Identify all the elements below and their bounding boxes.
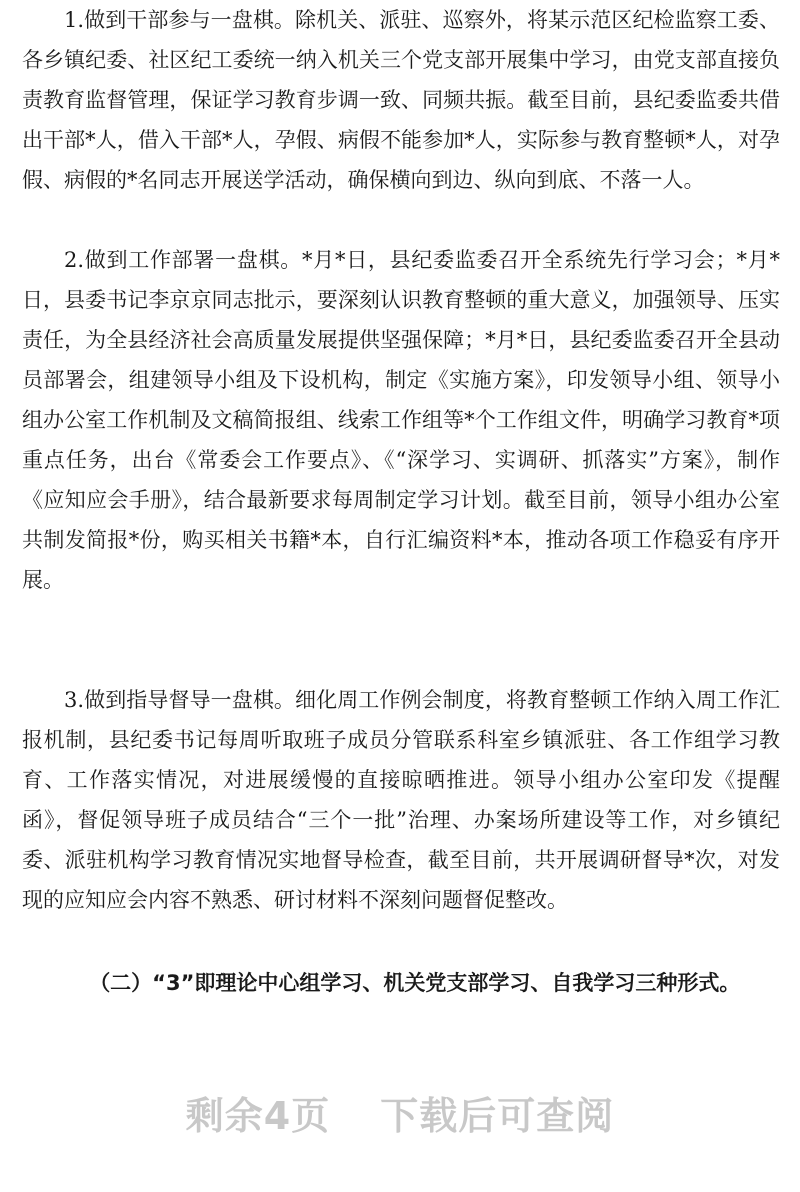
section-subheading: （二）“3”即理论中心组学习、机关党支部学习、自我学习三种形式。 (89, 971, 741, 995)
paragraph-2: 2.做到工作部署一盘棋。*月*日，县纪委监委召开全系统先行学习会；*月*日，县委书记李京京同志批示，要深刻认识教育整顿的重大意义，加强领导、压实责任，为全县经济社会高质量发展提供坚强保障；*月*日，县纪委监委召开全县动员部署会，组建领导小组及下设机构，制定《实施方案》，印发领导小组、领导小组办公室工作机制及文稿简报组、线索工作组等*个工作组文件，明确学习教育*项重点任务，出台《常委会工作要点》、《“深学习、实调研、抓落实”方案》，制作《应知应会手册》，结合最新要求每周制定学习计划。截至目前，领导小组办公室共制发简报*份，购买相关书籍*本，自行汇编资料*本，推动各项工作稳妥有序开展。 (22, 248, 780, 592)
paragraph-3: 3.做到指导督导一盘棋。细化周工作例会制度，将教育整顿工作纳入周工作汇报机制，县纪委书记每周听取班子成员分管联系科室乡镇派驻、各工作组学习教育、工作落实情况，对进展缓慢的直接晾晒推进。领导小组办公室印发《提醒函》，督促领导班子成员结合“三个一批”治理、办案场所建设等工作，对乡镇纪委、派驻机构学习教育情况实地督导检查，截至目前，共开展调研督导*次，对发现的应知应会内容不熟悉、研讨材料不深刻问题督促整改。 (22, 688, 780, 912)
paragraph-1: 1.做到干部参与一盘棋。除机关、派驻、巡察外，将某示范区纪检监察工委、各乡镇纪委、社区纪工委统一纳入机关三个党支部开展集中学习，由党支部直接负责教育监督管理，保证学习教育步调一致、同频共振。截至目前，县纪委监委共借出干部*人，借入干部*人，孕假、病假不能参加*人，实际参与教育整顿*人，对孕假、病假的*名同志开展送学活动，确保横向到边、纵向到底、不落一人。 (22, 8, 780, 192)
download-to-view-text: 下载后可查阅 (380, 1094, 615, 1138)
download-prompt-banner[interactable] (0, 1085, 800, 1145)
remaining-pages-text: 剩余4页 (185, 1094, 331, 1138)
